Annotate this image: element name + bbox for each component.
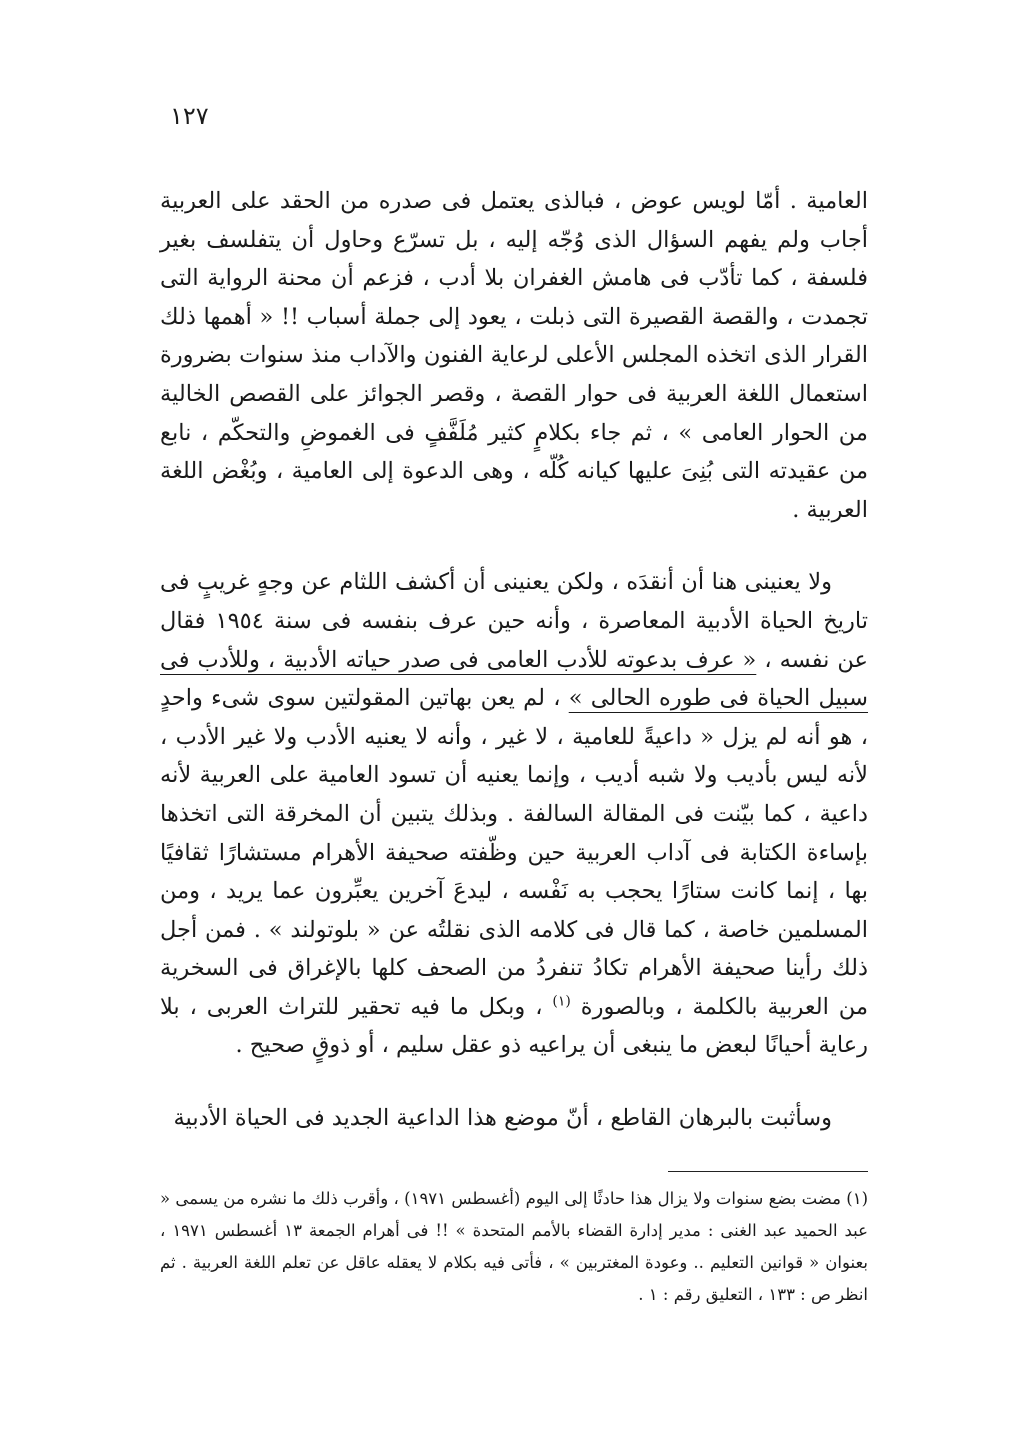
paragraph-3-text: وسأثبت بالبرهان القاطع ، أنّ موضع هذا الداعية الجديد فى الحياة الأدبية [173, 1105, 832, 1132]
page-number: ١٢٧ [170, 102, 209, 130]
paragraph-1: العامية . أمّا لويس عوض ، فبالذى يعتمل فى صدره من الحقد على العربية أجاب ولم يفهم السؤال الذى وُجّه إليه ، بل تسرّع وحاول أن يتفلسف بغير فلسفة ، كما تأدّب فى هامش الغفران بلا أدب ، فزعم أن محنة الرواية التى تجمدت ، والقصة القصيرة التى ذبلت ، يعود إلى جملة أسباب !! « أهمها ذلك القرار الذى اتخذه المجلس الأعلى لرعاية الفنون والآداب منذ سنوات بضرورة استعمال اللغة العربية فى حوار القصة ، وقصر الجوائز على القصص الخالية من الحوار العامى » ، ثم جاء بكلامٍ كثير مُلَفَّفٍ فى الغموضِ والتحكّم ، نابع من عقيدته التى بُنِىَ عليها كيانه كُلّه ، وهى الدعوة إلى العامية ، وبُغْض اللغة العربية . [160, 188, 868, 523]
footnote-reference: (١) [552, 993, 571, 1010]
paragraph-2-body: ، لم يعن بهاتين المقولتين سوى شىء واحدٍ ، هو أنه لم يزل « داعيةً للعامية ، لا غير ، وأنه لا يعنيه الأدب ولا غير الأدب ، لأنه ليس بأديب ولا شبه أديب ، وإنما يعنيه أن تسود العامية على العربية لأنه داعية ، كما بيّنت فى المقالة السالفة . وبذلك يتبين أن المخرقة التى اتخذها بإساءة الكتابة فى آداب العربية حين وظّفته صحيفة الأهرام مستشارًا ثقافيًا بها ، إنما كانت ستارًا يحجب به نَفْسه ، ليدعَ آخرين يعبِّرون عما يريد ، ومن المسلمين خاصة ، كما قال فى كلامه الذى نقلتُه عن « بلوتولند » . فمن أجل ذلك رأينا صحيفة الأهرام تكادُ تنفردُ من الصحف كلها بالإغراق فى السخرية من العربية بالكلمة ، وبالصورة [160, 685, 868, 1020]
footnote: (١) مضت بضع سنوات ولا يزال هذا حادثًا إلى اليوم (أغسطس ١٩٧١) ، وأقرب ذلك ما نشره من يسمى « عبد الحميد عبد الغنى : مدير إدارة القضاء بالأمم المتحدة » !! فى أهرام الجمعة ١٣ أغسطس ١٩٧١ ، بعنوان « قوانين التعليم .. وعودة المغتربين » ، فأتى فيه بكلام لا يعقله عاقل عن تعلم اللغة العربية . ثم انظر ص : ١٣٣ ، التعليق رقم : ١ . [160, 1189, 869, 1304]
paragraph-2-closing: ، وبكل ما فيه تحقير للتراث العربى ، بلا رعاية أحيانًا لبعض ما ينبغى أن يراعيه ذو عقل سليم ، أو ذوقٍ صحيح . [160, 993, 868, 1059]
paragraph-3 [160, 1099, 868, 1138]
paragraph-2-opening: ولا يعنينى هنا أن أنقدَه ، ولكن يعنينى أن أكشف اللثام عن وجهٍ غريبٍ فى تاريخ الحياة الأدبية المعاصرة ، وأنه حين عرف بنفسه فى سنة ١٩٥٤ فقال عن نفسه ، [160, 569, 868, 673]
paragraph-2 [160, 563, 868, 1065]
underlined-quote: « عرف بدعوته للأدب العامى فى صدر حياته الأدبية ، وللأدب فى سبيل الحياة فى طوره الحالى » [160, 646, 869, 712]
footnote-divider [668, 1171, 868, 1172]
body-text [160, 182, 868, 1138]
